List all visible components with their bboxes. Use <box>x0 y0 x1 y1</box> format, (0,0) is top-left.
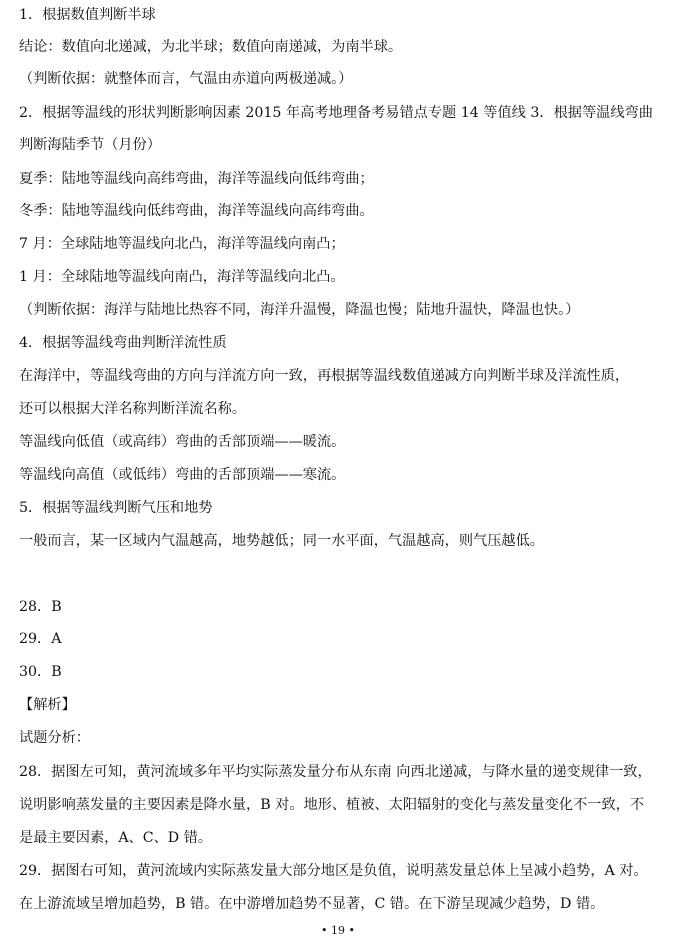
text-line: 在海洋中，等温线弯曲的方向与洋流方向一致，再根据等温线数值递减方向判断半球及洋流性质， <box>19 368 630 384</box>
text-line: 等温线向高值（或低纬）弯曲的舌部顶端——寒流。 <box>19 467 346 483</box>
section-2-heading: 2．根据等温线的形状判断影响因素 2015 年高考地理备考易错点专题 14 等值线 3．根据等温线弯曲 <box>19 105 653 121</box>
text-line: 7 月：全球陆地等温线向北凸，海洋等温线向南凸； <box>19 236 345 252</box>
page-number: • 19 • <box>321 924 355 937</box>
explanation-28: 28．据图左可知，黄河流域多年平均实际蒸发量分布从东南 向西北递减，与降水量的递变规律一致， <box>19 764 652 780</box>
text-line: 等温线向低值（或高纬）弯曲的舌部顶端——暖流。 <box>19 434 346 450</box>
text-line: 还可以根据大洋名称判断洋流名称。 <box>19 401 247 417</box>
text-line: 试题分析： <box>19 730 90 746</box>
text-line: （判断依据：就整体而言，气温由赤道向两极递减。） <box>19 71 353 87</box>
text-line: 1 月：全球陆地等温线向南凸，海洋等温线向北凸。 <box>19 269 345 285</box>
text-line: 判断海陆季节（月份） <box>19 137 161 153</box>
section-1-heading: 1．根据数值判断半球 <box>19 7 156 23</box>
text-line: 结论：数值向北递减，为北半球；数值向南递减，为南半球。 <box>19 39 403 55</box>
section-4-heading: 4．根据等温线弯曲判断洋流性质 <box>19 335 227 351</box>
text-line: 在上游流域呈增加趋势，B 错。在中游增加趋势不显著，C 错。在下游呈现减少趋势，D 错。 <box>19 896 605 912</box>
text-line: （判断依据：海洋与陆地比热容不同，海洋升温慢，降温也慢；陆地升温快，降温也快。） <box>19 302 580 318</box>
section-5-heading: 5．根据等温线判断气压和地势 <box>19 500 213 516</box>
explanation-29: 29．据图右可知，黄河流域内实际蒸发量大部分地区是负值，说明蒸发量总体上呈减小趋势，A 对。 <box>19 863 648 879</box>
analysis-heading: 【解析】 <box>19 697 76 713</box>
answer-29: 29．A <box>19 631 62 647</box>
text-line: 冬季：陆地等温线向低纬弯曲，海洋等温线向高纬弯曲。 <box>19 203 374 219</box>
answer-28: 28．B <box>19 599 62 615</box>
answer-30: 30．B <box>19 664 62 680</box>
text-line: 是最主要因素，A、C、D 错。 <box>19 830 213 846</box>
text-line: 夏季：陆地等温线向高纬弯曲，海洋等温线向低纬弯曲； <box>19 171 374 187</box>
text-line: 一般而言，某一区域内气温越高，地势越低；同一水平面，气温越高，则气压越低。 <box>19 533 544 549</box>
text-line: 说明影响蒸发量的主要因素是降水量，B 对。地形、植被、太阳辐射的变化与蒸发量变化不一致，不 <box>19 797 645 813</box>
